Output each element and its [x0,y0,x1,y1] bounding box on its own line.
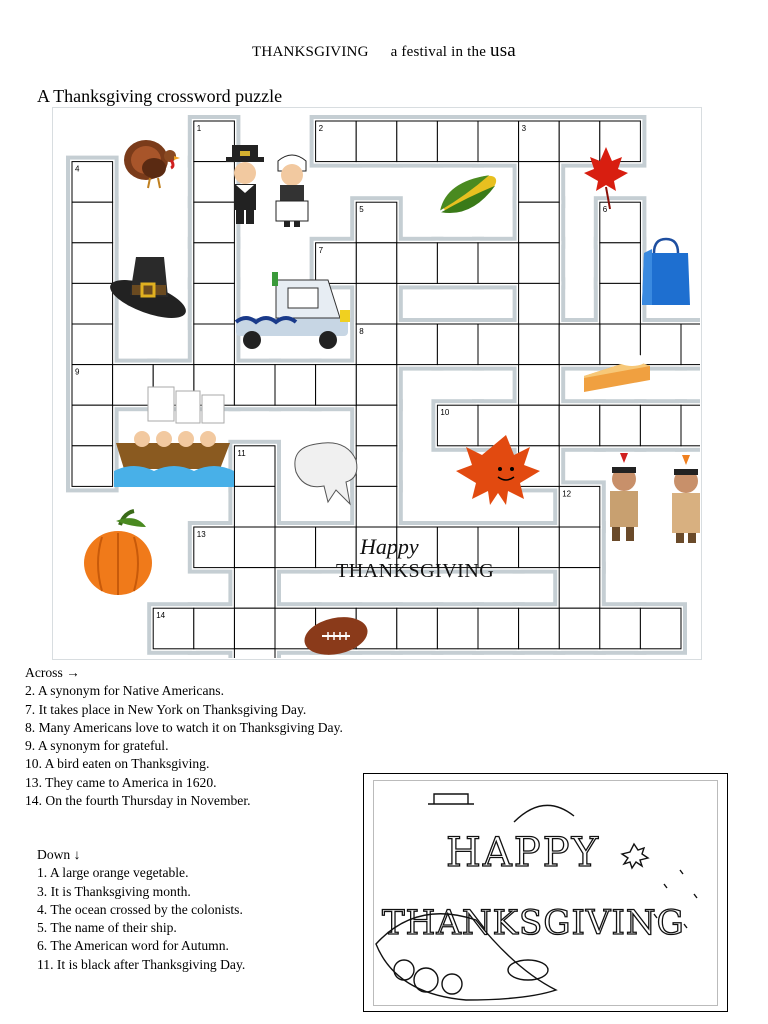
crossword-cell[interactable] [478,608,519,649]
crossword-cell[interactable] [519,365,560,406]
clue-number-10: 10 [440,408,450,418]
header-title: THANKSGIVING [252,44,369,60]
across-clue-13: 13. They came to America in 1620. [25,774,217,790]
crossword-cell[interactable] [72,283,113,324]
pumpkin-icon [84,511,152,595]
crossword-cell[interactable] [478,121,519,162]
crossword-cell[interactable] [559,608,600,649]
crossword-cell[interactable] [640,405,681,446]
header-country: usa [490,40,516,61]
crossword-cell[interactable] [275,365,316,406]
down-clue-3: 3. It is Thanksgiving month. [37,883,191,899]
crossword-cell[interactable] [194,283,235,324]
crossword-cell[interactable] [72,405,113,446]
crossword-cell[interactable] [681,324,700,365]
crossword-cell[interactable] [519,283,560,324]
crossword-cell[interactable] [559,121,600,162]
crossword-cell[interactable] [397,243,438,284]
down-clue-6: 6. The American word for Autumn. [37,938,229,954]
crossword-cell[interactable] [600,283,641,324]
crossword-cell[interactable] [356,405,397,446]
crossword-cell[interactable] [275,527,316,568]
crossword-cell[interactable] [478,324,519,365]
clue-number-11: 11 [237,448,246,458]
clue-number-12: 12 [562,489,572,499]
crossword-cell[interactable] [194,162,235,203]
crossword-cell[interactable] [478,405,519,446]
crossword-cell[interactable] [640,324,681,365]
down-clue-4: 4. The ocean crossed by the colonists. [37,901,243,917]
crossword-cell[interactable] [600,608,641,649]
clue-number-3: 3 [521,124,527,133]
crossword-cell[interactable] [356,121,397,162]
clue-number-1: 1 [196,124,202,133]
down-heading: Down ↓ [37,847,81,862]
corn-icon [434,167,502,221]
coloring-illustration [364,774,727,1011]
crossword-cell[interactable] [356,446,397,487]
crossword-cell[interactable] [519,324,560,365]
banner-top-text: Happy [360,534,419,559]
down-clue-5: 5. The name of their ship. [37,920,177,936]
turkey-icon [124,140,180,188]
clue-number-4: 4 [75,164,80,174]
crossword-cell[interactable] [234,486,275,527]
across-clue-9: 9. A synonym for grateful. [25,738,169,754]
crossword-cell[interactable] [519,162,560,203]
across-clue-2: 2. A synonym for Native Americans. [25,683,224,699]
crossword-cell[interactable] [234,568,275,609]
banner-bottom-text: THANKSGIVING [336,560,495,582]
crossword-cell[interactable] [194,324,235,365]
crossword-cell[interactable] [234,527,275,568]
crossword-cell[interactable] [600,405,641,446]
crossword-cell[interactable] [559,405,600,446]
crossword-grid [52,107,700,658]
coloring-page [363,773,728,1012]
crossword-cell[interactable] [356,486,397,527]
crossword-cell[interactable] [519,202,560,243]
crossword-cell[interactable] [194,608,235,649]
clue-number-9: 9 [75,367,80,377]
crossword-cell[interactable] [194,243,235,284]
puzzle-subtitle: A Thanksgiving crossword puzzle [37,86,283,106]
across-clue-14: 14. On the fourth Thursday in November. [25,793,251,809]
crossword-cell[interactable] [519,405,560,446]
crossword-cell[interactable] [72,446,113,487]
crossword-cell[interactable] [640,608,681,649]
crossword-cell[interactable] [234,649,275,658]
crossword-cell[interactable] [559,527,600,568]
across-clues [25,664,343,810]
crossword-cell[interactable] [356,243,397,284]
crossword-cell[interactable] [478,243,519,284]
clue-number-8: 8 [359,327,364,336]
clue-number-2: 2 [318,124,324,133]
clue-number-13: 13 [196,530,206,539]
clue-number-5: 5 [359,205,364,215]
crossword-cell[interactable] [397,121,438,162]
page-header [0,40,768,62]
crossword-cell[interactable] [234,608,275,649]
across-clue-10: 10. A bird eaten on Thanksgiving. [25,756,210,772]
crossword-cell[interactable] [437,243,478,284]
down-clue-11: 11. It is black after Thanksgiving Day. [37,956,246,972]
crossword-cell[interactable] [113,365,154,406]
crossword-cell[interactable] [519,243,560,284]
crossword-cell[interactable] [72,324,113,365]
crossword-cell[interactable] [356,283,397,324]
crossword-cell[interactable] [234,365,275,406]
clue-number-6: 6 [602,205,608,215]
crossword-cell[interactable] [559,568,600,609]
crossword-cell[interactable] [519,527,560,568]
crossword-cell[interactable] [72,243,113,284]
crossword-cell[interactable] [316,365,357,406]
crossword-cell[interactable] [437,608,478,649]
coloring-line2: THANKSGIVING [382,903,685,943]
native-american-children-icon [610,453,700,543]
clue-number-7: 7 [318,245,324,255]
crossword-cell[interactable] [681,405,700,446]
across-heading: Across → [25,665,80,680]
crossword-cell[interactable] [559,324,600,365]
pilgrim-couple-icon [226,145,308,227]
crossword-cell[interactable] [356,365,397,406]
shopping-bag-icon [642,239,690,305]
crossword-cell[interactable] [72,202,113,243]
crossword-cell[interactable] [437,121,478,162]
across-clue-7: 7. It takes place in New York on Thanksgiving Day. [25,701,307,717]
clue-number-14: 14 [156,611,166,621]
crossword-cell[interactable] [437,324,478,365]
crossword-cell[interactable] [519,608,560,649]
header-tagline: a festival in the [390,44,487,60]
down-clue-1: 1. A large orange vegetable. [37,865,189,881]
crossword-cell[interactable] [397,324,438,365]
crossword-cell[interactable] [397,608,438,649]
coloring-line1: HAPPY [446,830,601,876]
crossword-cell[interactable] [600,243,641,284]
crossword-cell[interactable] [194,202,235,243]
napkin-icon [295,443,357,504]
down-clues [37,846,245,974]
across-clue-8: 8. Many Americans love to watch it on Thanksgiving Day. [25,719,343,735]
